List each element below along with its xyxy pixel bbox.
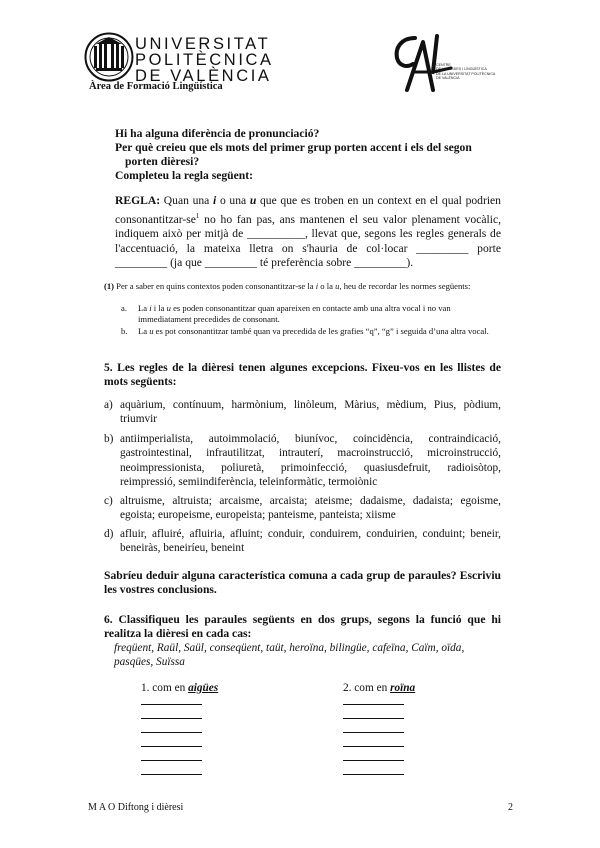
footnote-text: Per a saber en quins contextos poden consonantitzar-se la: [114, 281, 316, 291]
question-pronunciation: Hi ha alguna diferència de pronunciació?: [115, 127, 320, 140]
column-title-word: roïna: [390, 682, 416, 694]
page-number: 2: [508, 802, 513, 813]
column-1-title: [141, 682, 218, 694]
rule-text: té preferència sobre: [257, 256, 355, 270]
rule-label: REGLA:: [115, 194, 161, 207]
list-item-b: [104, 432, 501, 490]
list-item-d: [104, 527, 501, 556]
logo-text-line: DE LLENGÜES I LINGÜÍSTICA: [436, 67, 487, 72]
section5-question: Sabríeu deduir alguna característica comuna a cada grup de paraules? Escriviu les vostres conclusions.: [104, 569, 501, 597]
section6-word-list: freqüent, Raül, Saül, conseqüent, taüt, heroïna, bilingüe, cafeïna, Caïm, oïda, pasqües, Suïssa: [114, 642, 465, 669]
fill-blank-5[interactable]: _________: [354, 256, 407, 270]
fill-blank-2[interactable]: _________: [416, 241, 469, 255]
rule-text: (ja que: [167, 256, 205, 270]
footnote-text: , heu de recordar les normes següents:: [339, 281, 471, 291]
answer-line[interactable]: [343, 746, 404, 747]
footnote-item-label: b.: [121, 326, 128, 336]
university-name-line2: POLITÈCNICA: [135, 51, 274, 69]
answer-line[interactable]: [141, 732, 202, 733]
section6-heading: 6. Classifiqueu les paraules següents en dos grups, segons la funció que hi realitza la dièresi en cada cas:: [104, 613, 501, 641]
language-centre-text: [436, 63, 495, 80]
area-title: Àrea de Formació Lingüística: [89, 81, 223, 92]
fill-blank-3[interactable]: _________: [115, 256, 168, 270]
answer-line[interactable]: [343, 718, 404, 719]
answer-line[interactable]: [343, 774, 404, 775]
footnote-text: La: [138, 303, 150, 313]
answer-line[interactable]: [141, 774, 202, 775]
list-item-c: [104, 494, 501, 523]
list-text: antiimperialista, autoimmolació, biunívoc, coincidència, contraindicació, gastrointestinal, infrautilitzat, intrauterí, macroinstrucció, microinstrucció, neoimpressionista, poliuretà, primoinfecció, quasiusdefruit, radioisòtop, reimpressió, semiindiferència, teleinformàtic, termoiònic: [120, 433, 501, 489]
column-title-text: 1. com en: [141, 682, 189, 694]
answer-line[interactable]: [141, 718, 202, 719]
footnote-item-b: [121, 326, 503, 337]
answer-line[interactable]: [343, 732, 404, 733]
logo-text-line: DE LA UNIVERSITAT POLITÈCNICA: [436, 71, 496, 76]
footnote-text: es pot consonantitzar també quan va precedida de les grafies “q”, “g” i seguida d’una altra vocal.: [153, 326, 489, 336]
rule-text: porte: [468, 241, 501, 255]
rule-text: no ho fan pas, ans mantenen el seu valor plenament vocàlic, indiquem això per mitjà de: [115, 212, 501, 241]
list-text: altruisme, altruista; arcaisme, arcaista; ateisme; dadaisme, dadaista; egoisme, egoista; europeisme, europeista; panteisme, panteista; xiisme: [120, 495, 501, 522]
university-name-line1: UNIVERSITAT: [135, 35, 271, 53]
footnote-text: o la: [318, 281, 336, 291]
list-label: b): [104, 433, 114, 445]
question-accent-line2: porten dièresi?: [125, 155, 200, 168]
rule-text: que que es troben en un context en el qual podrien consonantitzar-se: [115, 194, 501, 226]
footnote-text: es poden consonantitzar quan apareixen en contacte amb una altra vocal i no van immediatament precedides de consonant.: [138, 303, 451, 324]
rule-text: o una: [216, 194, 250, 207]
list-text: afluir, afluiré, afluiria, afluint; conduir, conduirem, conduirien, conduint; beneir, beneiràs, beneiríeu, beneint: [120, 528, 501, 555]
footnote-letter: u: [149, 326, 154, 336]
footnote-item-a: [121, 303, 503, 325]
footnote-ref: 1: [195, 211, 200, 220]
rule-text: ).: [406, 256, 414, 270]
rule-paragraph: [115, 194, 501, 271]
column-title-text: 2. com en: [343, 682, 391, 694]
footnote-text: La: [138, 326, 150, 336]
question-accent-line1: Per què creieu que els mots del primer grup porten accent i els del segon: [115, 141, 472, 154]
footer-title: M A O Diftong i dièresi: [88, 802, 184, 813]
list-item-a: [104, 398, 501, 427]
question-complete-rule: Completeu la regla següent:: [115, 169, 253, 182]
column-2-title: [343, 682, 415, 694]
answer-line[interactable]: [141, 746, 202, 747]
fill-blank-4[interactable]: _________: [204, 256, 258, 270]
footnote-marker: (1): [104, 281, 115, 291]
section5-heading: 5. Les regles de la dièresi tenen algunes excepcions. Fixeu-vos en les llistes de mots següents:: [104, 361, 501, 389]
header: [0, 0, 600, 100]
list-label: c): [104, 495, 113, 507]
footnote: [104, 281, 501, 292]
answer-line[interactable]: [343, 760, 404, 761]
footnote-item-label: a.: [121, 303, 127, 313]
footnote-letter: i: [149, 303, 152, 313]
university-seal-icon: [84, 32, 134, 82]
university-name-line3: DE VALÈNCIA: [135, 67, 272, 85]
footnote-text: i la: [151, 303, 167, 313]
footnote-letter: u: [166, 303, 171, 313]
footnote-letter: u: [335, 281, 340, 291]
fill-blank-1[interactable]: __________: [246, 227, 305, 241]
letter-i: i: [213, 194, 217, 207]
logo-text-line: DE VALÈNCIA: [436, 75, 460, 80]
rule-text: , llevat que, segons les regles generals de l'accentuació, la mateixa lletra on s'hauria de col·locar: [115, 227, 501, 255]
rule-text: Quan una: [160, 194, 214, 207]
letter-u: u: [249, 194, 257, 207]
answer-line[interactable]: [141, 704, 202, 705]
logo-text-line: CENTRE: [436, 63, 451, 67]
footnote-letter: i: [315, 281, 319, 291]
column-title-word: aigües: [188, 682, 219, 694]
answer-line[interactable]: [141, 760, 202, 761]
list-text: aquàrium, contínuum, harmònium, linòleum, Màrius, mèdium, Pius, pòdium, triumvir: [120, 399, 501, 426]
answer-line[interactable]: [343, 704, 404, 705]
list-label: a): [104, 399, 113, 411]
list-label: d): [104, 528, 114, 540]
